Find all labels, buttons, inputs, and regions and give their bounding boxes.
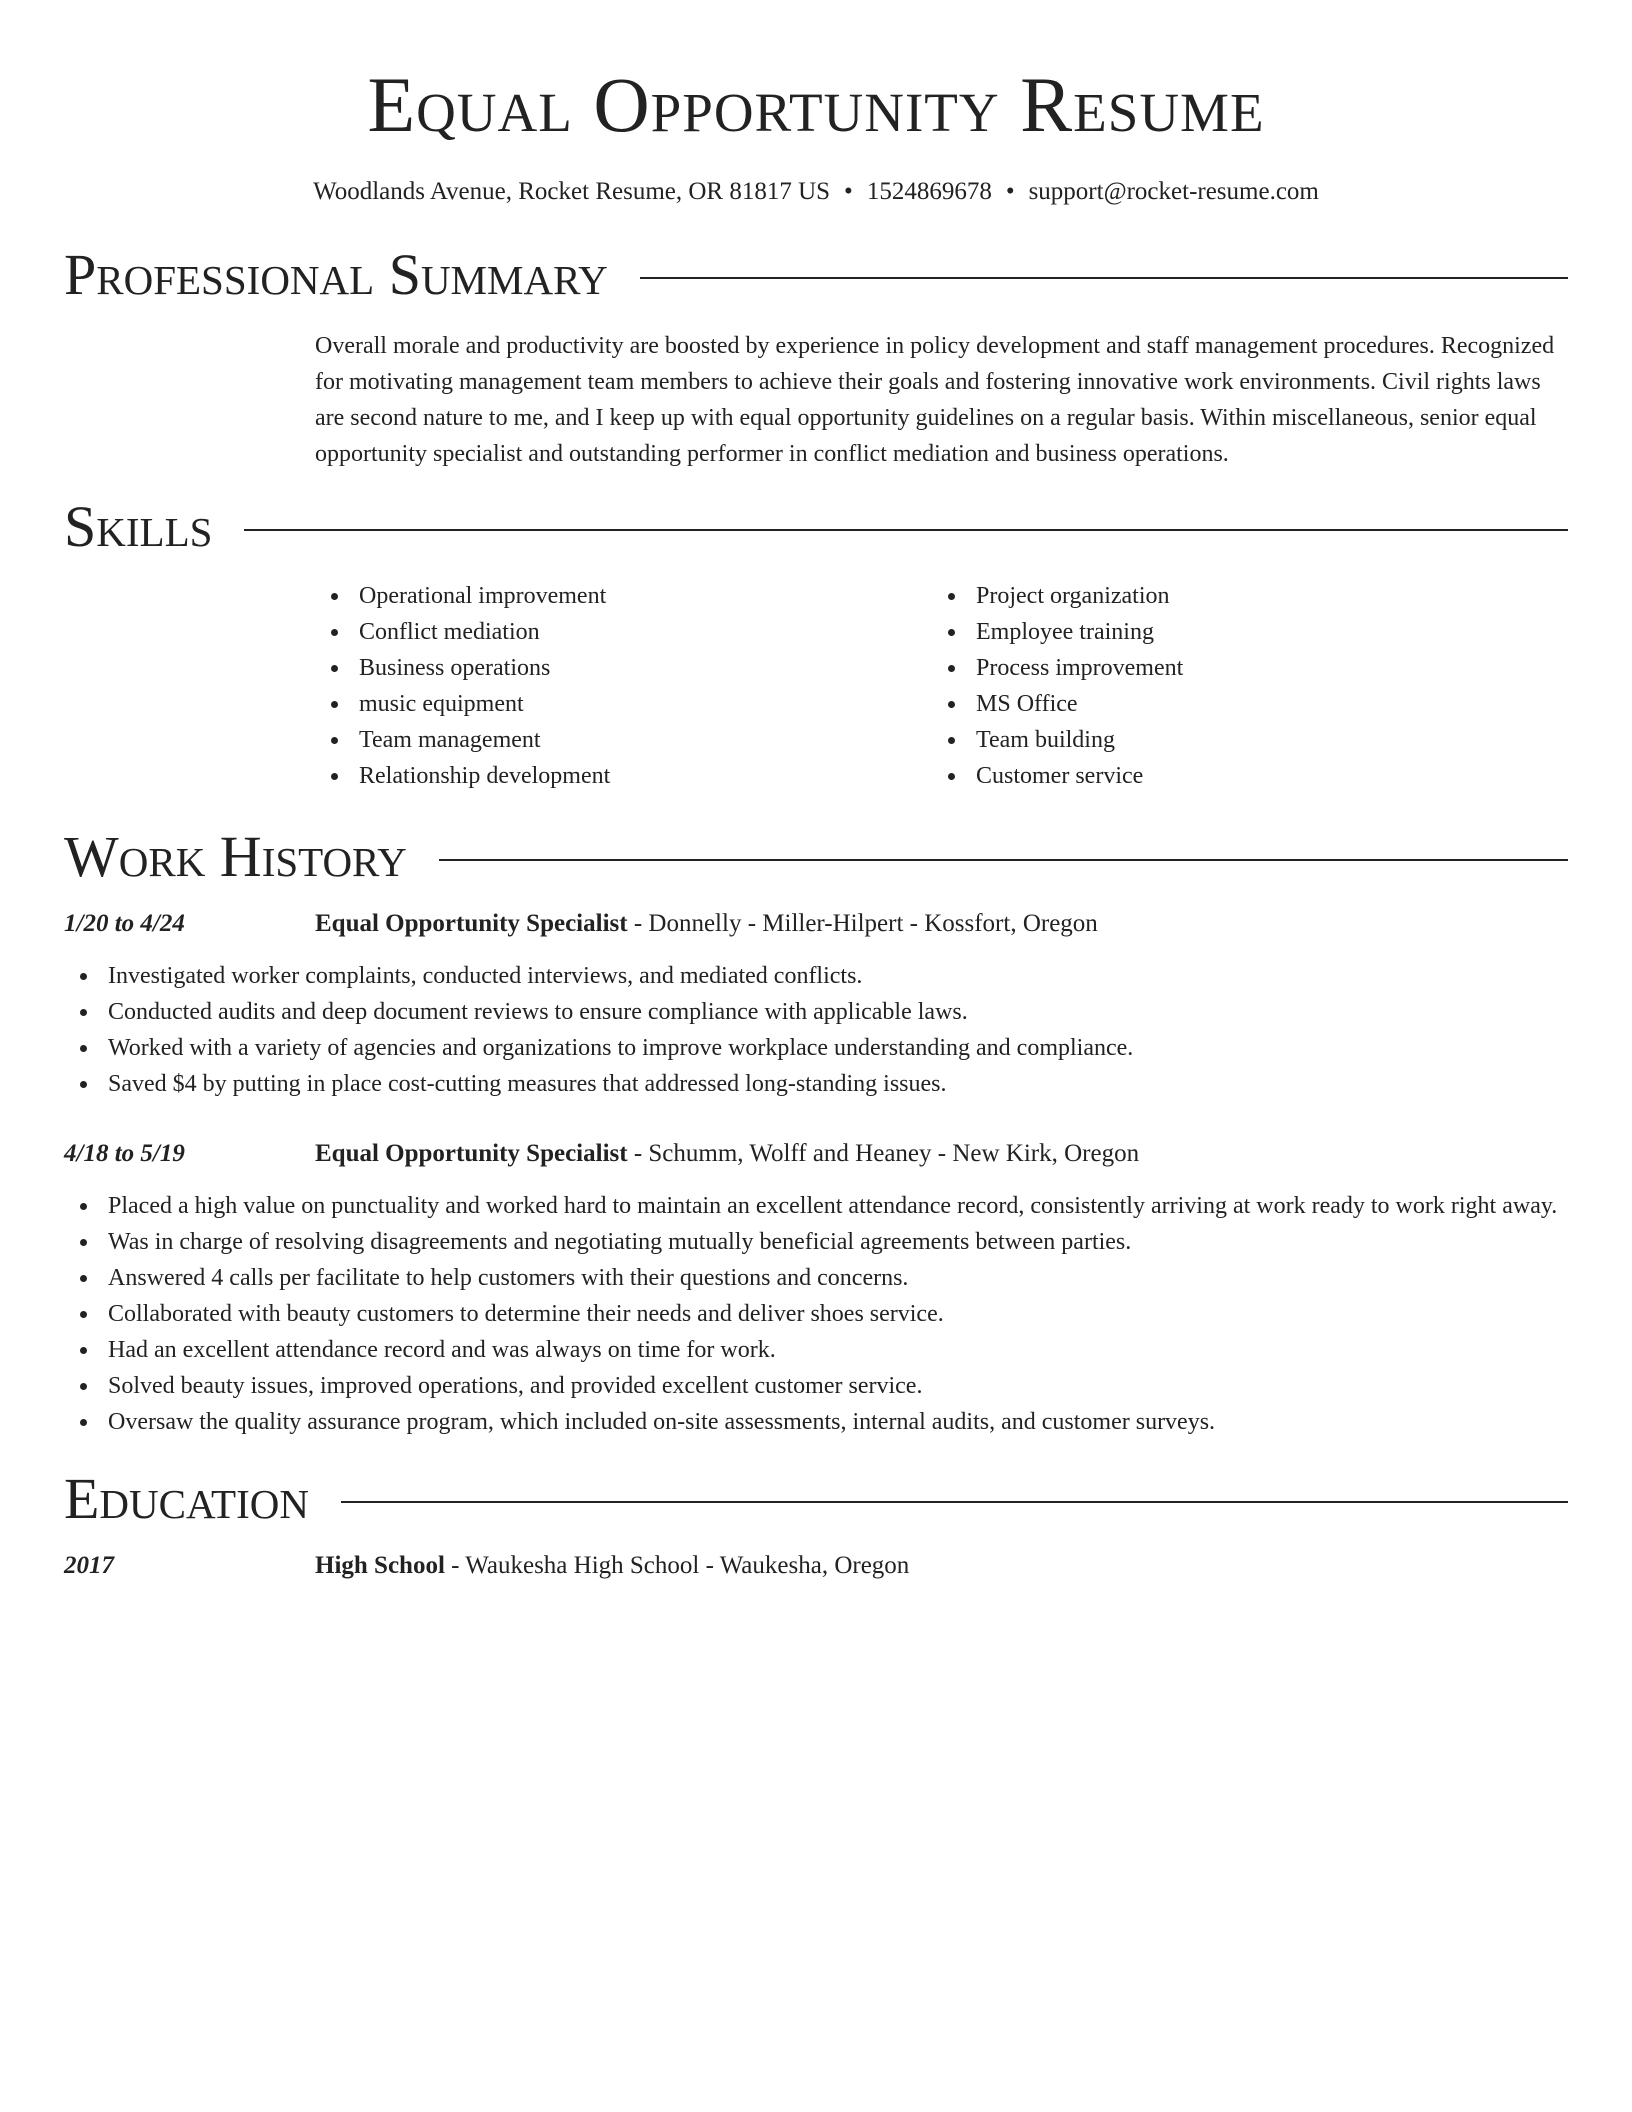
contact-address: Woodlands Avenue, Rocket Resume, OR 81817 US <box>313 178 831 205</box>
summary-heading: Professional Summary <box>64 242 608 307</box>
job-bullet: Collaborated with beauty customers to determine their needs and deliver shoes service. <box>64 1296 1568 1332</box>
work-heading: Work History <box>64 824 407 889</box>
job-bullets <box>64 958 1568 1102</box>
contact-separator: • <box>844 178 853 205</box>
job-title-line <box>315 1136 1139 1172</box>
skills-list <box>315 578 1568 794</box>
section-divider <box>244 529 1568 531</box>
education-degree: High School <box>315 1552 445 1579</box>
job-bullet: Investigated worker complaints, conducted interviews, and mediated conflicts. <box>64 958 1568 994</box>
skill-item: Customer service <box>932 758 1549 794</box>
skill-item: Team building <box>932 722 1549 758</box>
education-year: 2017 <box>64 1552 114 1579</box>
skills-column-right <box>932 578 1549 794</box>
resume-title: Equal Opportunity Resume <box>367 61 1265 148</box>
section-divider <box>341 1501 1568 1503</box>
job-bullet: Was in charge of resolving disagreements and negotiating mutually beneficial agreements between parties. <box>64 1224 1568 1260</box>
job-bullet: Answered 4 calls per facilitate to help customers with their questions and concerns. <box>64 1260 1568 1296</box>
summary-text: Overall morale and productivity are boosted by experience in policy development and staff management procedures. Recognized for motivating management team members to achieve their goals and fostering innovative work environments. Civil rights laws are second nature to me, and I keep up with equal opportunity guidelines on a regular basis. Within miscellaneous, senior equal opportunity specialist and outstanding performer in conflict mediation and business operations. <box>315 333 1555 467</box>
skills-column-left <box>315 578 932 794</box>
job-entry <box>64 906 1568 1102</box>
job-bullet: Saved $4 by putting in place cost-cutting measures that addressed long-standing issues. <box>64 1066 1568 1102</box>
job-employer: - Donnelly - Miller-Hilpert - Kossfort, Oregon <box>627 910 1098 937</box>
job-bullet: Placed a high value on punctuality and worked hard to maintain an excellent attendance record, consistently arriving at work ready to work right away. <box>64 1188 1568 1224</box>
summary-section-header <box>64 242 1568 308</box>
job-header <box>64 1136 1568 1172</box>
education-heading: Education <box>64 1466 309 1531</box>
education-entry <box>64 1548 1568 1584</box>
skill-item: Project organization <box>932 578 1549 614</box>
job-employer: - Schumm, Wolff and Heaney - New Kirk, Oregon <box>627 1140 1140 1167</box>
job-bullets <box>64 1188 1568 1440</box>
job-bullet: Solved beauty issues, improved operations, and provided excellent customer service. <box>64 1368 1568 1404</box>
skills-section-header <box>64 494 1568 560</box>
job-entry <box>64 1136 1568 1440</box>
skill-item: MS Office <box>932 686 1549 722</box>
job-bullet: Oversaw the quality assurance program, which included on-site assessments, internal audits, and customer surveys. <box>64 1404 1568 1440</box>
job-role: Equal Opportunity Specialist <box>315 1140 628 1167</box>
skill-item: Process improvement <box>932 650 1549 686</box>
job-header <box>64 906 1568 942</box>
work-section-header <box>64 824 1568 890</box>
skill-item: Business operations <box>315 650 932 686</box>
contact-email: support@rocket-resume.com <box>1028 178 1319 205</box>
skill-item: music equipment <box>315 686 932 722</box>
section-divider <box>439 859 1568 861</box>
education-section-header <box>64 1466 1568 1532</box>
job-bullet: Had an excellent attendance record and was always on time for work. <box>64 1332 1568 1368</box>
skill-item: Relationship development <box>315 758 932 794</box>
education-line <box>315 1548 909 1584</box>
skill-item: Operational improvement <box>315 578 932 614</box>
skill-item: Team management <box>315 722 932 758</box>
education-school: - Waukesha High School - Waukesha, Oregon <box>444 1552 910 1579</box>
skills-heading: Skills <box>64 494 213 559</box>
contact-line <box>64 176 1568 208</box>
contact-phone: 1524869678 <box>866 178 992 205</box>
skill-item: Conflict mediation <box>315 614 932 650</box>
job-dates: 1/20 to 4/24 <box>64 910 185 937</box>
section-divider <box>640 277 1568 279</box>
job-bullet: Conducted audits and deep document reviews to ensure compliance with applicable laws. <box>64 994 1568 1030</box>
job-title-line <box>315 906 1098 942</box>
skill-item: Employee training <box>932 614 1549 650</box>
job-bullet: Worked with a variety of agencies and organizations to improve workplace understanding and compliance. <box>64 1030 1568 1066</box>
job-role: Equal Opportunity Specialist <box>315 910 628 937</box>
contact-separator: • <box>1005 178 1015 205</box>
job-dates: 4/18 to 5/19 <box>64 1140 185 1167</box>
